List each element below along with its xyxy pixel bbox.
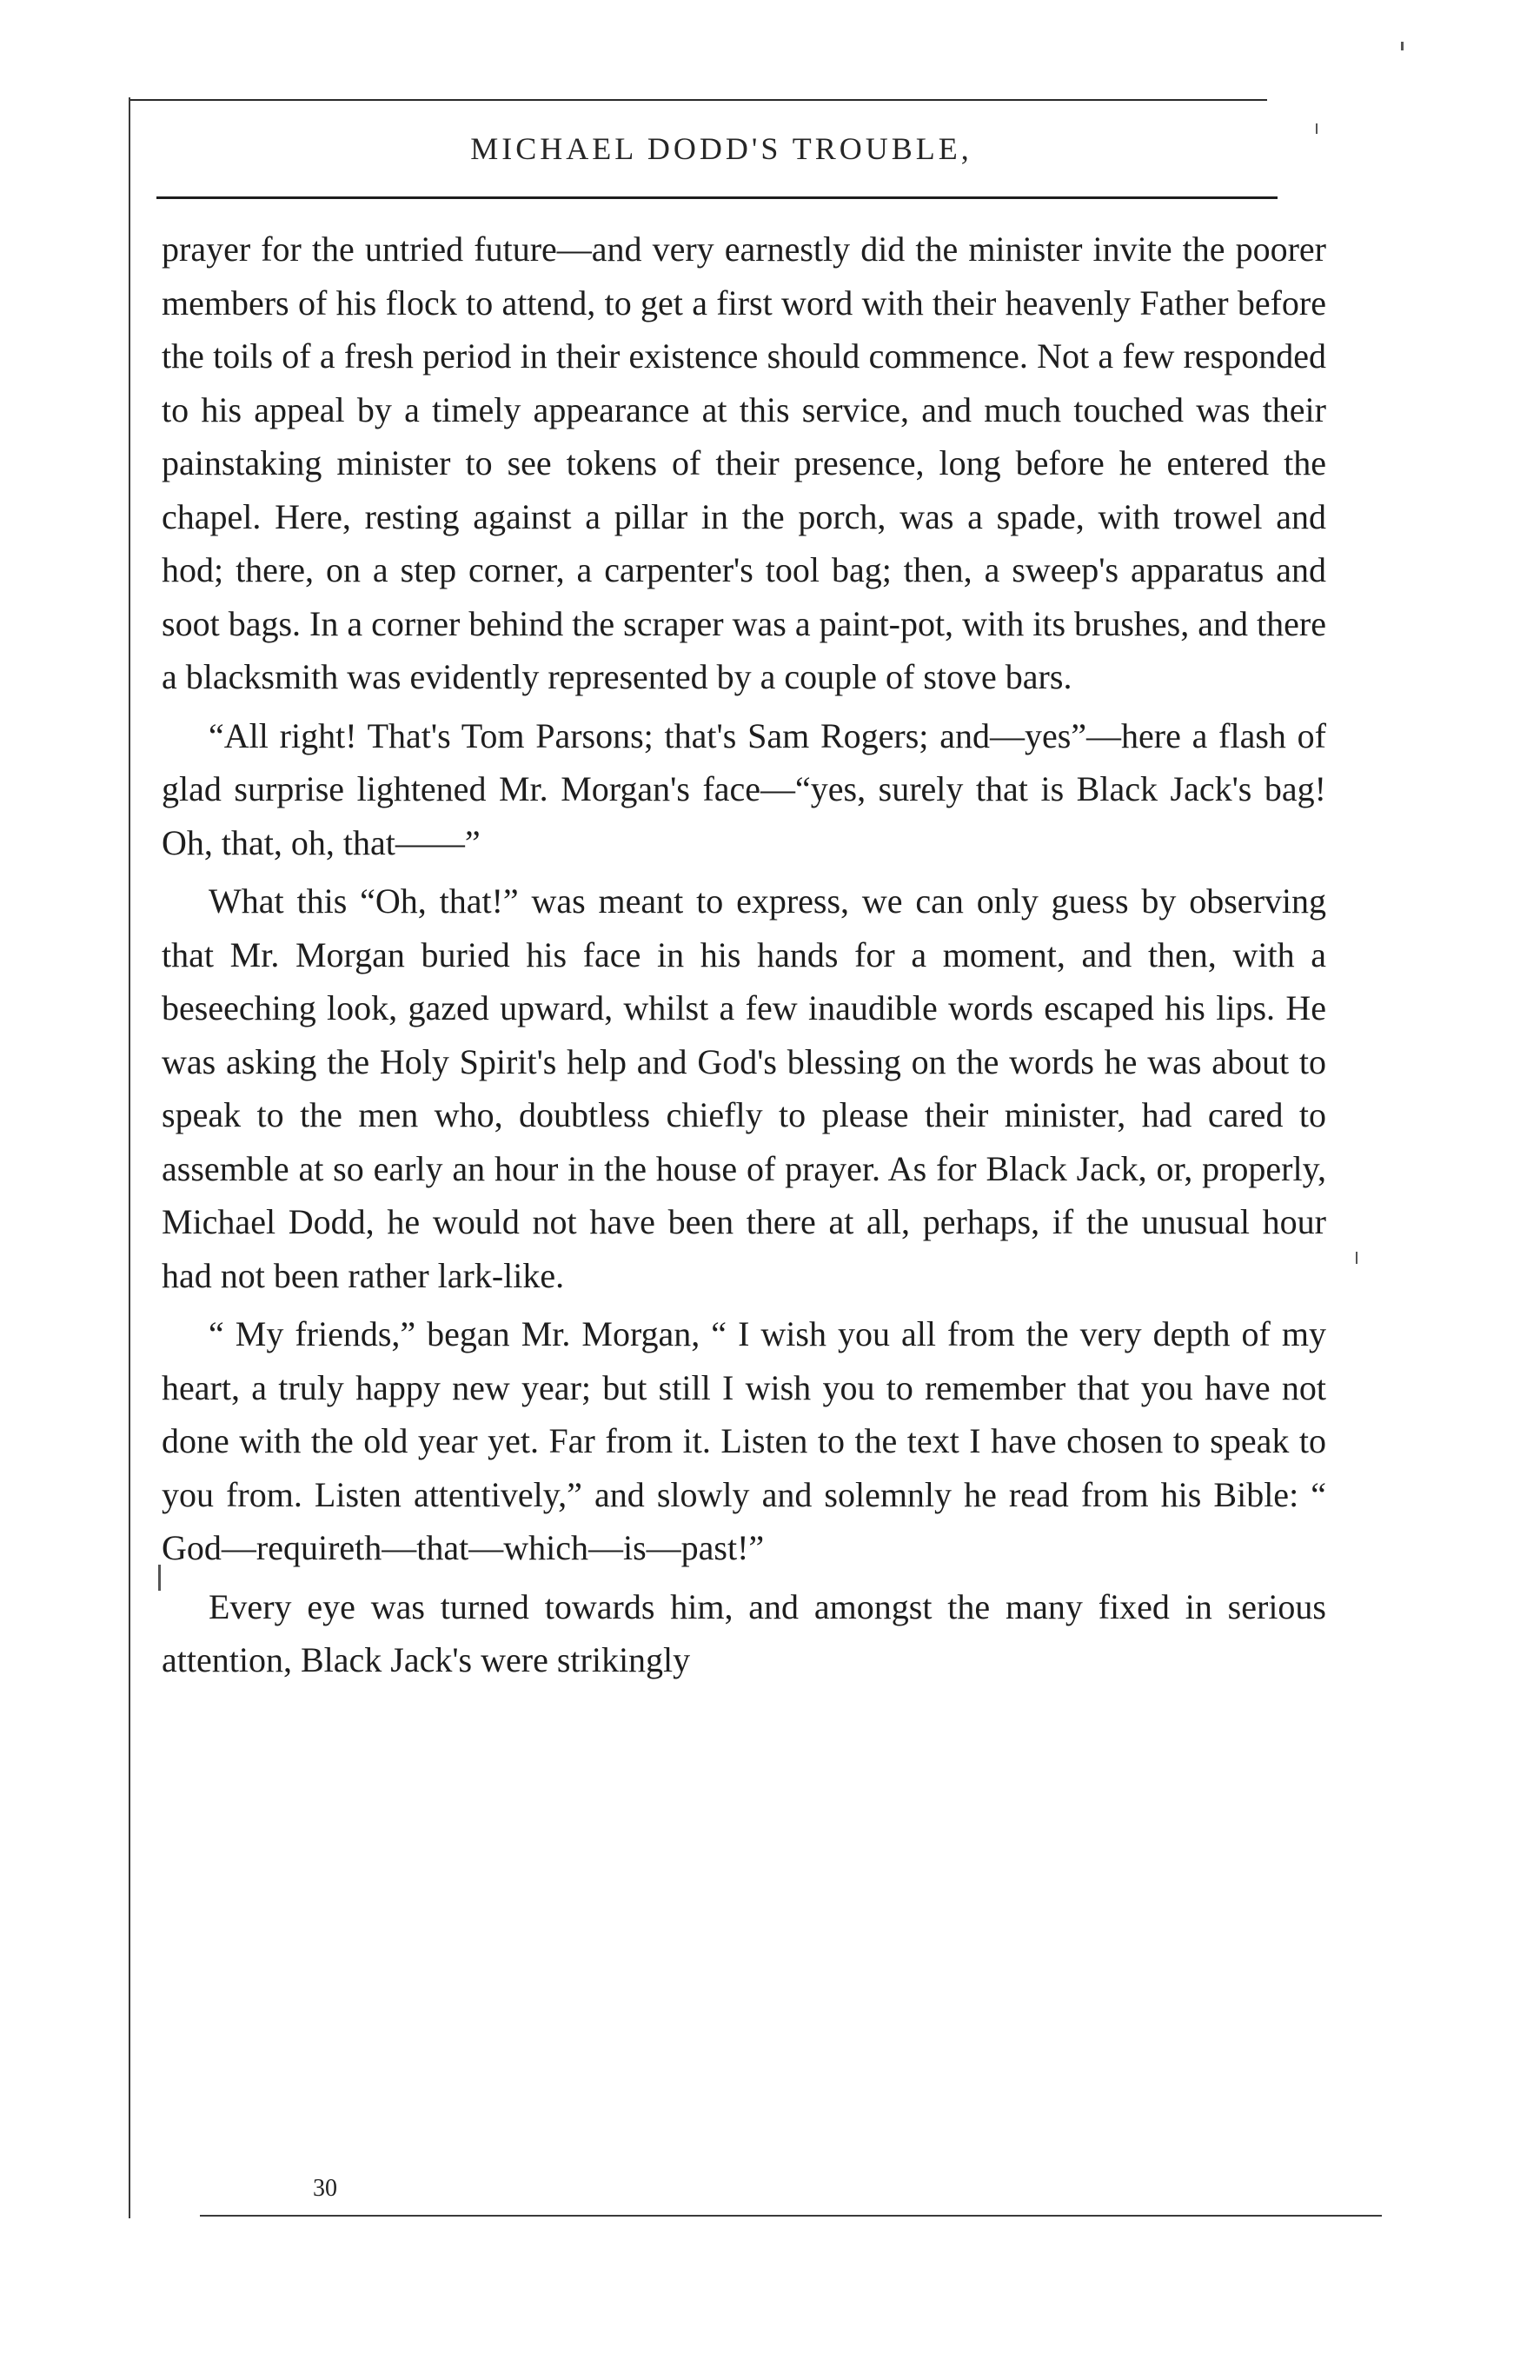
- scan-speck: [1356, 1252, 1357, 1264]
- left-margin-rule: [129, 97, 130, 2218]
- paragraph: “ My friends,” began Mr. Morgan, “ I wish you all from the very depth of my heart, a truly happy new year; but still I wish you to remember that you have not done with the old year yet. Far from it. Listen to the text I have chosen to speak to you from. Listen attentively,” and slowly and solemnly he read from his Bible: “ God—requireth—that—which—is—past!”: [162, 1314, 1326, 1567]
- paragraph: What this “Oh, that!” was meant to express, we can only guess by observing that Mr. Morgan buried his face in his hands for a moment, and then, with a beseeching look, gazed upward, whilst a few inaudible words escaped his lips. He was asking the Holy Spirit's help and God's blessing on the words he was about to speak to the men who, doubtless chiefly to please their minister, had cared to assemble at so early an hour in the house of prayer. As for Black Jack, or, properly, Michael Dodd, he would not have been there at all, perhaps, if the unusual hour had not been rather lark-like.: [162, 881, 1326, 1295]
- scan-speck: [158, 1565, 161, 1591]
- paragraph: prayer for the untried future—and very earnestly did the minister invite the poorer members of his flock to attend, to get a first word with their heavenly Father before the toils of a fresh period in their existence should commence. Not a few responded to his appeal by a timely appearance at this service, and much touched was their painstaking minister to see tokens of their presence, long before he entered the chapel. Here, resting against a pillar in the porch, was a spade, with trowel and hod; there, on a step corner, a carpenter's tool bag; then, a sweep's apparatus and soot bags. In a corner behind the scraper was a paint-pot, with its brushes, and there a blacksmith was evidently represented by a couple of stove bars.: [162, 229, 1326, 696]
- scan-speck: [1316, 123, 1318, 134]
- header-divider: [156, 196, 1278, 199]
- bottom-rule: [200, 2215, 1382, 2217]
- running-title: MICHAEL DODD'S TROUBLE,: [470, 131, 972, 166]
- top-rule: [129, 99, 1267, 101]
- page-number: 30: [313, 2175, 337, 2202]
- scan-speck: [1401, 42, 1404, 50]
- paragraph: Every eye was turned towards him, and amongst the many fixed in serious attention, Black Jack's were strikingly: [162, 1586, 1326, 1679]
- paragraph: “All right! That's Tom Parsons; that's Sam Rogers; and—yes”—here a flash of glad surprise lightened Mr. Morgan's face—“yes, surely that is Black Jack's bag! Oh, that, oh, that——”: [162, 715, 1326, 862]
- body-text: [162, 223, 1326, 1692]
